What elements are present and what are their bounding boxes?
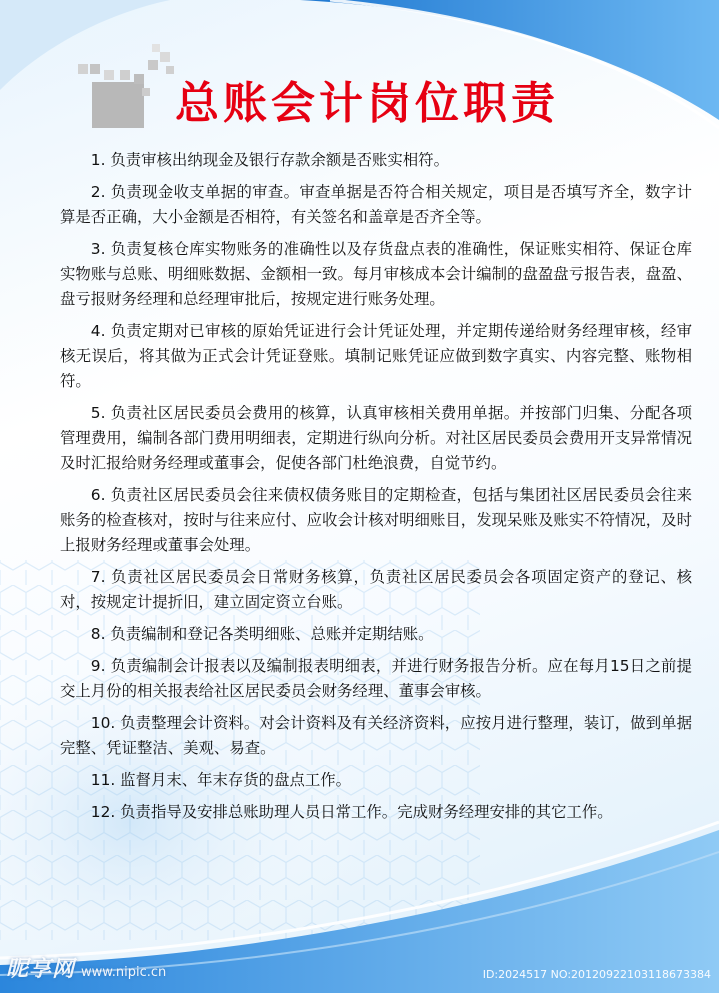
duty-item-4: 4. 负责定期对已审核的原始凭证进行会计凭证处理，并定期传递给财务经理审核，经审核无误后，将其做为正式会计凭证登账。填制记账凭证应做到数字真实、内容完整、账物相符。 (60, 322, 692, 390)
page-title: 总账会计岗位职责 (175, 78, 559, 129)
watermark-id: ID:2024517 NO:20120922103118673384 (482, 968, 711, 981)
pixel-square (78, 64, 88, 74)
pixel-square (120, 70, 130, 80)
pixel-square (148, 60, 158, 70)
duty-item-5: 5. 负责社区居民委员会费用的核算，认真审核相关费用单据。并按部门归集、分配各项管理费用，编制各部门费用明细表，定期进行纵向分析。对社区居民委员会费用开支异常情况及时汇报给财务经理或董事会，促使各部门杜绝浪费，自觉节约。 (60, 404, 692, 472)
watermark-logo (6, 952, 166, 983)
duties-list (60, 148, 692, 832)
watermark-logo-text: 昵享网 (6, 957, 76, 982)
duty-item-1: 1. 负责审核出纳现金及银行存款余额是否账实相符。 (90, 151, 449, 169)
duty-item-8: 8. 负责编制和登记各类明细账、总账并定期结账。 (90, 625, 434, 643)
duty-item-2: 2. 负责现金收支单据的审查。审查单据是否符合相关规定，项目是否填写齐全，数字计算是否正确，大小金额是否相符，有关签名和盖章是否齐全等。 (60, 183, 692, 226)
pixel-square (142, 88, 150, 96)
duty-item-11: 11. 监督月末、年末存货的盘点工作。 (90, 771, 352, 789)
pixel-square (134, 74, 144, 84)
duty-item-12: 12. 负责指导及安排总账助理人员日常工作。完成财务经理安排的其它工作。 (90, 803, 613, 821)
duty-item-7: 7. 负责社区居民委员会日常财务核算，负责社区居民委员会各项固定资产的登记、核对，按规定计提折旧，建立固定资立台账。 (60, 568, 692, 611)
duty-item-3: 3. 负责复核仓库实物账务的准确性以及存货盘点表的准确性，保证账实相符、保证仓库实物账与总账、明细账数据、金额相一致。每月审核成本会计编制的盘盈盘亏报告表，盘盈、盘亏报财务经理和总经理审批后，按规定进行账务处理。 (60, 240, 692, 308)
pixel-square (90, 64, 100, 74)
duty-item-9: 9. 负责编制会计报表以及编制报表明细表，并进行财务报告分析。应在每月15日之前提交上月份的相关报表给社区居民委员会财务经理、董事会审核。 (60, 657, 692, 700)
pixel-square (152, 44, 160, 52)
watermark-url: www.nipic.cn (81, 965, 167, 980)
pixel-block-decoration (0, 0, 200, 140)
duty-item-10: 10. 负责整理会计资料。对会计资料及有关经济资料，应按月进行整理，装订，做到单据完整、凭证整洁、美观、易查。 (60, 714, 692, 757)
pixel-square (160, 52, 170, 62)
pixel-square (104, 70, 114, 80)
pixel-square (166, 66, 174, 74)
duty-item-6: 6. 负责社区居民委员会往来债权债务账目的定期检查，包括与集团社区居民委员会往来账务的检查核对，按时与往来应付、应收会计核对明细账目，发现呆账及账实不符情况，及时上报财务经理或董事会处理。 (60, 486, 692, 554)
gray-block (92, 82, 144, 128)
